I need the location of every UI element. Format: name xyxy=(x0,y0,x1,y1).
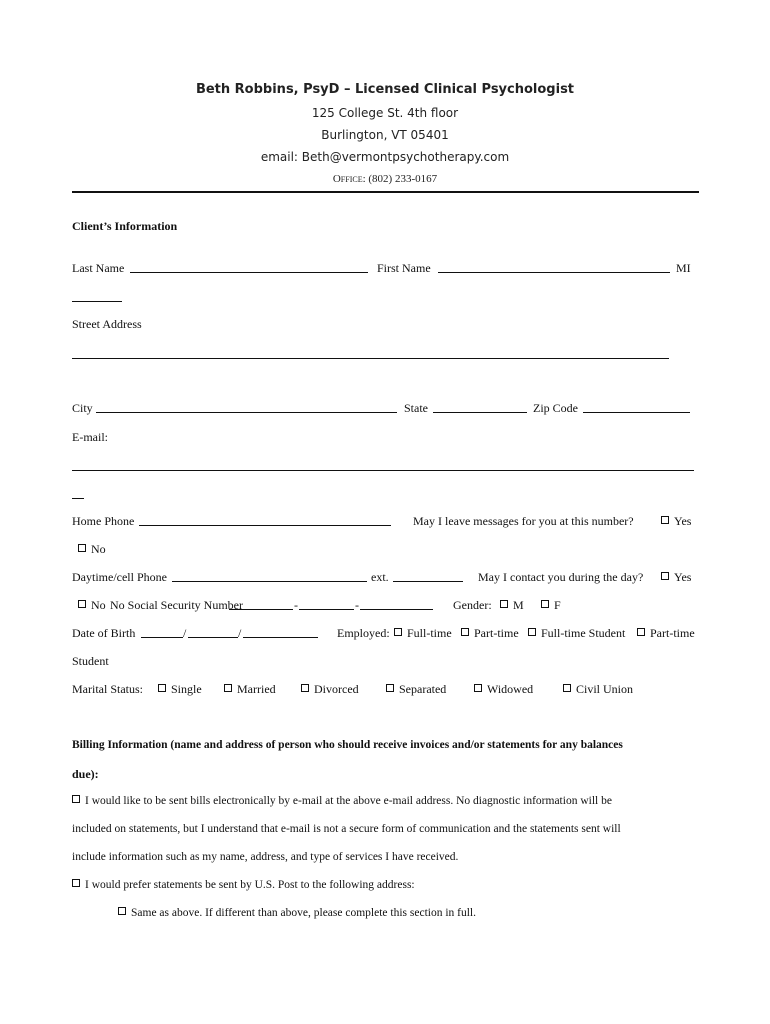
checkbox-icon[interactable] xyxy=(563,684,571,692)
checkbox-icon[interactable] xyxy=(158,684,166,692)
street-address-label: Street Address xyxy=(72,317,142,331)
student-label: Student xyxy=(72,654,109,668)
part-time-student[interactable] xyxy=(637,626,695,641)
gender-m[interactable] xyxy=(500,598,524,613)
state-field[interactable] xyxy=(433,412,527,413)
full-time-student-label: Full-time Student xyxy=(541,626,626,640)
employed-full-time-label: Full-time xyxy=(407,626,452,640)
billing-option-post-label: I would prefer statements be sent by U.S. Post to the following address: xyxy=(85,879,415,891)
marital-separated-label: Separated xyxy=(399,682,447,696)
zip-code-label: Zip Code xyxy=(533,401,578,415)
checkbox-icon[interactable] xyxy=(386,684,394,692)
ssn-label: No Social Security Number xyxy=(110,598,243,612)
marital-divorced-label: Divorced xyxy=(314,682,359,696)
checkbox-icon[interactable] xyxy=(474,684,482,692)
dob-slash-1: / xyxy=(183,626,187,640)
contact-day-yes[interactable] xyxy=(661,570,691,585)
checkbox-icon[interactable] xyxy=(118,907,126,915)
daytime-phone-field[interactable] xyxy=(172,581,367,582)
ssn-dash-2: - xyxy=(355,598,359,612)
leave-messages-yes[interactable] xyxy=(661,514,691,529)
contact-day-question: May I contact you during the day? xyxy=(478,570,644,584)
street-address-field[interactable] xyxy=(72,358,669,359)
first-name-field[interactable] xyxy=(438,272,670,273)
employed-part-time[interactable] xyxy=(461,626,519,641)
daytime-phone-label: Daytime/cell Phone xyxy=(72,570,167,584)
part-time-student-label: Part-time xyxy=(650,626,695,640)
billing-option-email-line3: include information such as my name, address, and type of services I have received. xyxy=(72,851,459,863)
email-field-continuation xyxy=(72,498,84,499)
gender-f-label: F xyxy=(554,598,561,612)
billing-option-post[interactable] xyxy=(72,879,415,891)
leave-messages-no-label: No xyxy=(91,542,106,556)
checkbox-icon[interactable] xyxy=(394,628,402,636)
employed-part-time-label: Part-time xyxy=(474,626,519,640)
email-label: E-mail: xyxy=(72,430,108,444)
first-name-label: First Name xyxy=(377,261,431,275)
contact-day-no[interactable] xyxy=(78,598,106,613)
ssn-field-part1[interactable] xyxy=(229,609,293,610)
dob-year-field[interactable] xyxy=(243,637,318,638)
marital-widowed-label: Widowed xyxy=(487,682,534,696)
leave-messages-no[interactable] xyxy=(78,542,106,557)
leave-messages-yes-label: Yes xyxy=(674,514,692,528)
marital-married-label: Married xyxy=(237,682,276,696)
header-divider xyxy=(72,191,699,193)
marital-married[interactable] xyxy=(224,682,276,697)
last-name-label: Last Name xyxy=(72,261,125,275)
ssn-dash-1: - xyxy=(294,598,298,612)
ext-field[interactable] xyxy=(393,581,463,582)
dob-slash-2: / xyxy=(238,626,242,640)
billing-option-email-line1: I would like to be sent bills electronically by e-mail at the above e-mail address. No diagnostic information will be xyxy=(85,795,612,807)
gender-m-label: M xyxy=(513,598,524,612)
last-name-field[interactable] xyxy=(130,272,368,273)
marital-widowed[interactable] xyxy=(474,682,533,697)
contact-day-no-label: No xyxy=(91,598,106,612)
billing-option-email[interactable] xyxy=(72,795,612,807)
checkbox-icon[interactable] xyxy=(661,572,669,580)
city-label: City xyxy=(72,401,93,415)
billing-same-as-above-label: Same as above. If different than above, please complete this section in full. xyxy=(131,907,476,919)
ext-label: ext. xyxy=(371,570,389,584)
checkbox-icon[interactable] xyxy=(78,600,86,608)
checkbox-icon[interactable] xyxy=(528,628,536,636)
practice-title: Beth Robbins, PsyD – Licensed Clinical Psychologist xyxy=(195,82,575,97)
billing-heading-line1: Billing Information (name and address of person who should receive invoices and/or statements for any balances xyxy=(72,739,623,751)
checkbox-icon[interactable] xyxy=(500,600,508,608)
marital-single[interactable] xyxy=(158,682,202,697)
billing-heading-line2: due): xyxy=(72,767,99,781)
checkbox-icon[interactable] xyxy=(461,628,469,636)
ssn-field-part3[interactable] xyxy=(360,609,433,610)
gender-f[interactable] xyxy=(541,598,561,613)
leave-messages-question: May I leave messages for you at this number? xyxy=(413,514,634,528)
gender-label: Gender: xyxy=(453,598,492,612)
city-field[interactable] xyxy=(96,412,397,413)
dob-day-field[interactable] xyxy=(188,637,238,638)
ssn-field-part2[interactable] xyxy=(299,609,354,610)
email-field[interactable] xyxy=(72,470,694,471)
practice-address-line1: 125 College St. 4th floor xyxy=(311,106,459,120)
checkbox-icon[interactable] xyxy=(224,684,232,692)
billing-same-as-above[interactable] xyxy=(118,907,476,919)
full-time-student[interactable] xyxy=(528,626,625,641)
marital-status-label: Marital Status: xyxy=(72,682,143,696)
clients-information-heading: Client’s Information xyxy=(72,219,178,233)
practice-email: email: Beth@vermontpsychotherapy.com xyxy=(260,150,510,164)
checkbox-icon[interactable] xyxy=(301,684,309,692)
marital-civil-union[interactable] xyxy=(563,682,633,697)
mi-field[interactable] xyxy=(72,301,122,302)
checkbox-icon[interactable] xyxy=(541,600,549,608)
marital-divorced[interactable] xyxy=(301,682,359,697)
home-phone-label: Home Phone xyxy=(72,514,135,528)
billing-option-email-line2: included on statements, but I understand that e-mail is not a secure form of communication and the statements sent will xyxy=(72,823,621,835)
state-label: State xyxy=(404,401,428,415)
checkbox-icon[interactable] xyxy=(78,544,86,552)
checkbox-icon[interactable] xyxy=(72,879,80,887)
dob-label: Date of Birth xyxy=(72,626,136,640)
checkbox-icon[interactable] xyxy=(72,795,80,803)
checkbox-icon[interactable] xyxy=(637,628,645,636)
employed-label: Employed: xyxy=(337,626,390,640)
marital-single-label: Single xyxy=(171,682,202,696)
home-phone-field[interactable] xyxy=(139,525,391,526)
marital-separated[interactable] xyxy=(386,682,446,697)
marital-civil-union-label: Civil Union xyxy=(576,682,634,696)
practice-office-phone: Office: (802) 233-0167 xyxy=(332,173,438,185)
mi-label: MI xyxy=(676,261,691,275)
dob-month-field[interactable] xyxy=(141,637,183,638)
employed-full-time[interactable] xyxy=(394,626,452,641)
practice-address-line2: Burlington, VT 05401 xyxy=(321,128,449,142)
zip-code-field[interactable] xyxy=(583,412,690,413)
contact-day-yes-label: Yes xyxy=(674,570,692,584)
checkbox-icon[interactable] xyxy=(661,516,669,524)
